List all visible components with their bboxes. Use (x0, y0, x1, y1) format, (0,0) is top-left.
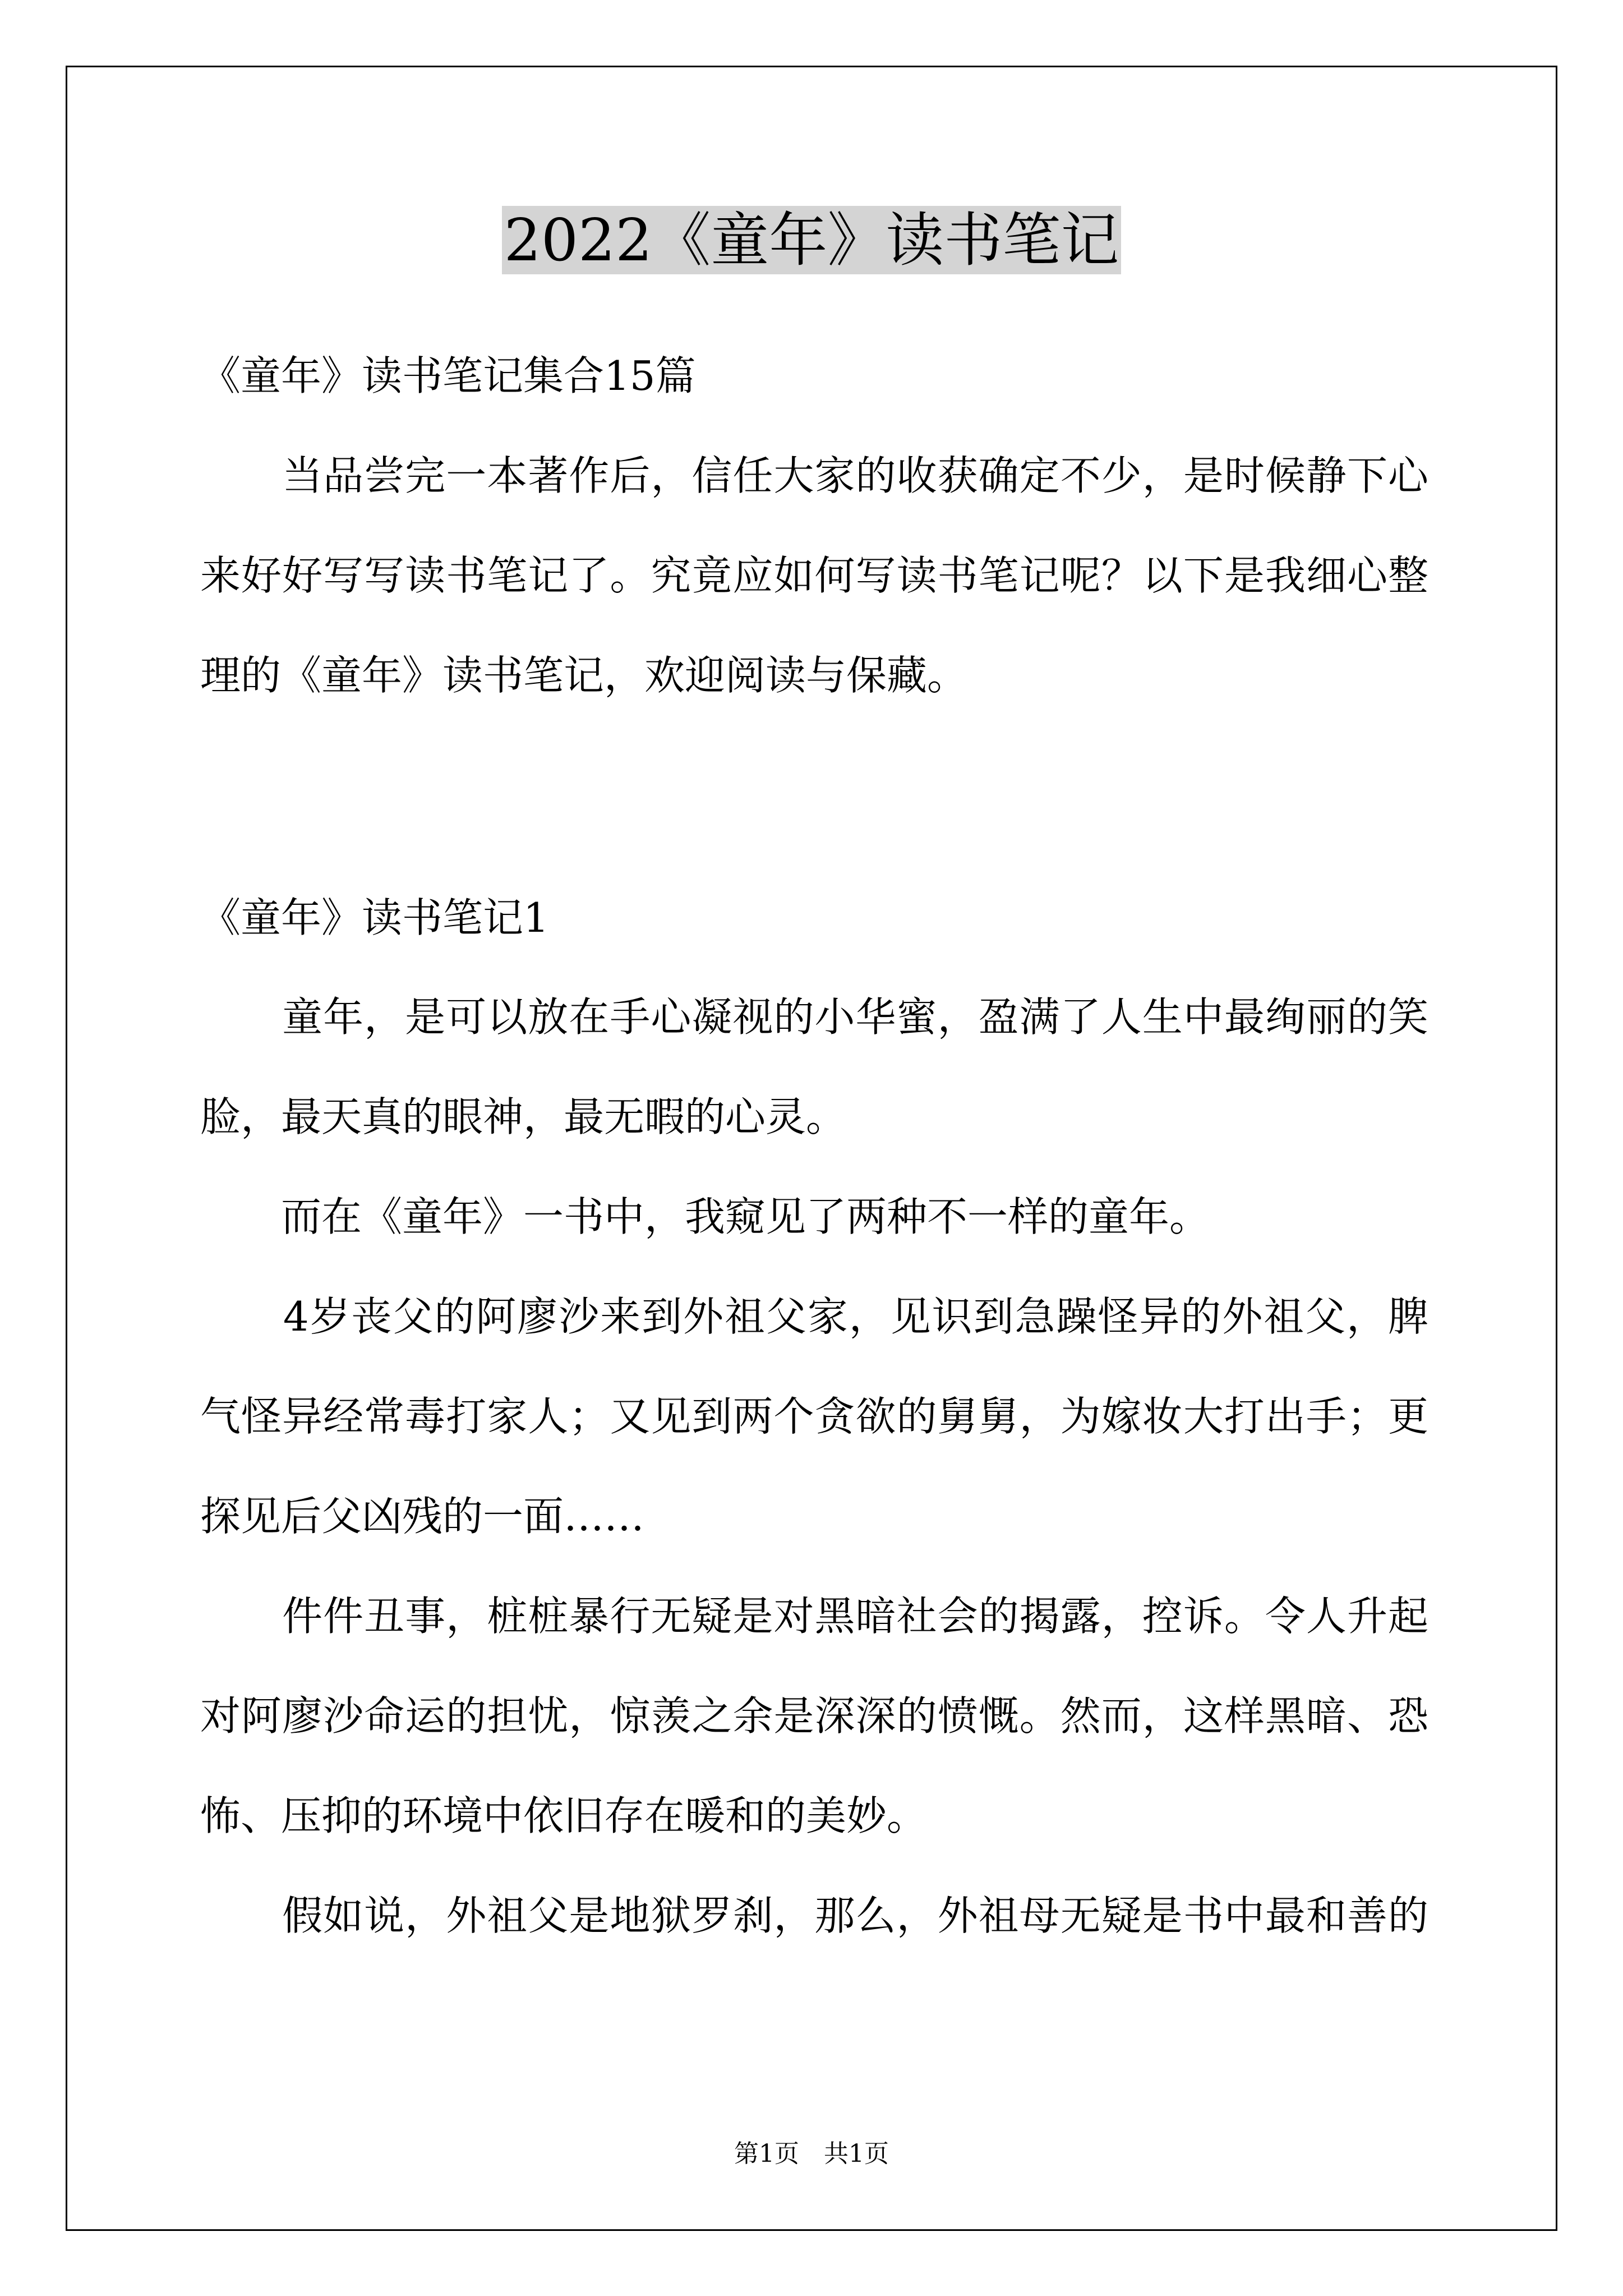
document-title (0, 201, 1623, 279)
paragraph-line: 童年，是可以放在手心凝视的小华蜜，盈满了人生中最绚丽的笑 (200, 993, 1428, 1041)
paragraph-line: 脸，最天真的眼神，最无暇的心灵。 (200, 1093, 847, 1140)
paragraph-line: 怖、压抑的环境中依旧存在暖和的美妙。 (200, 1792, 928, 1839)
paragraph-line: 4岁丧父的阿廖沙来到外祖父家，见识到急躁怪异的外祖父，脾 (200, 1293, 1428, 1340)
subtitle: 《童年》读书笔记集合15篇 (200, 352, 696, 399)
paragraph-line: 件件丑事，桩桩暴行无疑是对黑暗社会的揭露，控诉。令人升起 (200, 1593, 1428, 1640)
paragraph-line: 气怪异经常毒打家人；又见到两个贪欲的舅舅，为嫁妆大打出手；更 (200, 1393, 1428, 1440)
paragraph-line: 来好好写写读书笔记了。究竟应如何写读书笔记呢？以下是我细心整 (200, 552, 1428, 599)
paragraph-line: 探见后父凶残的一面…… (200, 1493, 645, 1540)
page-footer: 第1页 共1页 (734, 2139, 889, 2168)
paragraph-line: 假如说，外祖父是地狱罗刹，那么，外祖母无疑是书中最和善的 (200, 1892, 1428, 1939)
paragraph-line: 而在《童年》一书中，我窥见了两种不一样的童年。 (200, 1193, 1210, 1240)
title-text: 2022《童年》读书笔记 (502, 206, 1122, 274)
paragraph-line: 当品尝完一本著作后，信任大家的收获确定不少，是时候静下心 (200, 452, 1428, 499)
paragraph-line: 对阿廖沙命运的担忧，惊羡之余是深深的愤慨。然而，这样黑暗、恐 (200, 1692, 1428, 1740)
paragraph-line: 理的《童年》读书笔记，欢迎阅读与保藏。 (200, 652, 968, 699)
section-heading: 《童年》读书笔记1 (200, 894, 549, 941)
